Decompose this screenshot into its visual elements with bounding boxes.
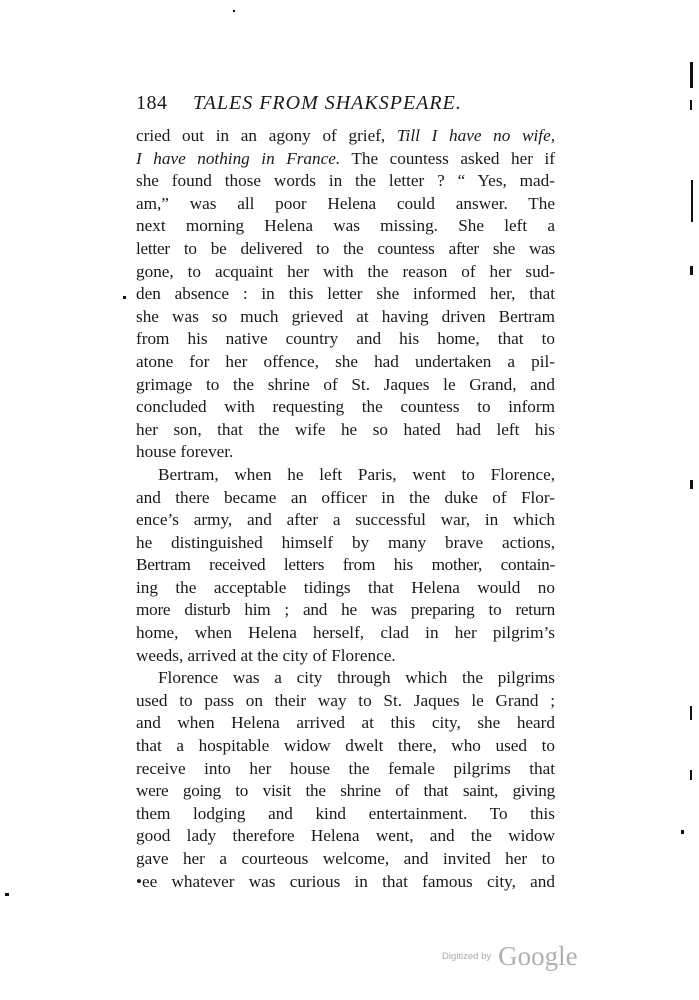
text-line: and when Helena arrived at this city, she heard <box>136 713 555 733</box>
text-line: ence’s army, and after a successful war, in which <box>136 510 555 530</box>
text-line: am,” was all poor Helena could answer. The <box>136 193 555 213</box>
text-line: den absence : in this letter she informed her, that <box>136 284 555 304</box>
text-line: letter to be delivered to the countess after she was <box>136 238 555 258</box>
text-line: concluded with requesting the countess to inform <box>136 397 555 417</box>
text-line: gave her a courteous welcome, and invited her to <box>136 849 555 868</box>
body-text <box>136 125 555 893</box>
text-line: gone, to acquaint her with the reason of her sud- <box>136 261 555 281</box>
text-line: her son, that the wife he so hated had left his <box>136 419 555 439</box>
scan-mark <box>691 180 693 222</box>
text-line: and there became an officer in the duke of Flor- <box>136 487 555 507</box>
text-line: ing the acceptable tidings that Helena would no <box>136 577 555 597</box>
scan-mark <box>690 770 692 780</box>
text-line: good lady therefore Helena went, and the widow <box>136 826 555 846</box>
text-line: were going to visit the shrine of that saint, giving <box>136 781 555 801</box>
text-line: more disturb him ; and he was preparing to return <box>136 600 555 620</box>
text-line: that a hospitable widow dwelt there, who used to <box>136 736 555 756</box>
scan-mark <box>681 830 684 834</box>
text-line: weeds, arrived at the city of Florence. <box>136 645 396 665</box>
scan-mark <box>690 266 693 275</box>
text-line: •ee whatever was curious in that famous city, and <box>136 871 555 891</box>
scan-mark <box>123 296 126 299</box>
scan-mark <box>690 100 692 110</box>
text-line: I have nothing in France. The countess asked her if <box>136 148 555 168</box>
text-line: she was so much grieved at having driven Bertram <box>136 306 555 326</box>
text-line: she found those words in the letter ? “ Yes, mad- <box>136 171 555 191</box>
page-number: 184 <box>136 92 168 114</box>
text-line: home, when Helena herself, clad in her pilgrim’s <box>136 623 555 643</box>
scan-mark <box>233 10 235 12</box>
running-head <box>136 92 536 115</box>
digitized-label: Digitized by <box>442 951 492 962</box>
text-line: Bertram received letters from his mother, contain- <box>136 555 555 575</box>
scan-mark <box>690 480 693 489</box>
text-line: used to pass on their way to St. Jaques le Grand ; <box>136 690 555 710</box>
text-line: atone for her offence, she had undertaken a pil- <box>136 351 555 371</box>
text-line: grimage to the shrine of St. Jaques le Grand, and <box>136 374 555 394</box>
digitized-by-google-watermark <box>442 941 578 972</box>
scan-mark <box>690 706 692 720</box>
scan-mark <box>5 893 9 896</box>
text-line: house forever. <box>136 442 234 462</box>
text-line: next morning Helena was missing. She left a <box>136 216 555 236</box>
text-line: cried out in an agony of grief, Till I have no wife, <box>136 126 556 145</box>
paragraph-start-line: Bertram, when he left Paris, went to Florence, <box>158 464 555 484</box>
paragraph-start-line: Florence was a city through which the pilgrims <box>158 668 555 688</box>
text-line: he distinguished himself by many brave actions, <box>136 532 555 552</box>
google-logo: Google <box>498 941 578 971</box>
text-line: receive into her house the female pilgrims that <box>136 758 555 778</box>
running-title: TALES FROM SHAKSPEARE. <box>193 92 462 114</box>
text-line: them lodging and kind entertainment. To this <box>136 803 555 823</box>
text-line: from his native country and his home, that to <box>136 329 555 349</box>
scan-mark <box>690 62 693 88</box>
